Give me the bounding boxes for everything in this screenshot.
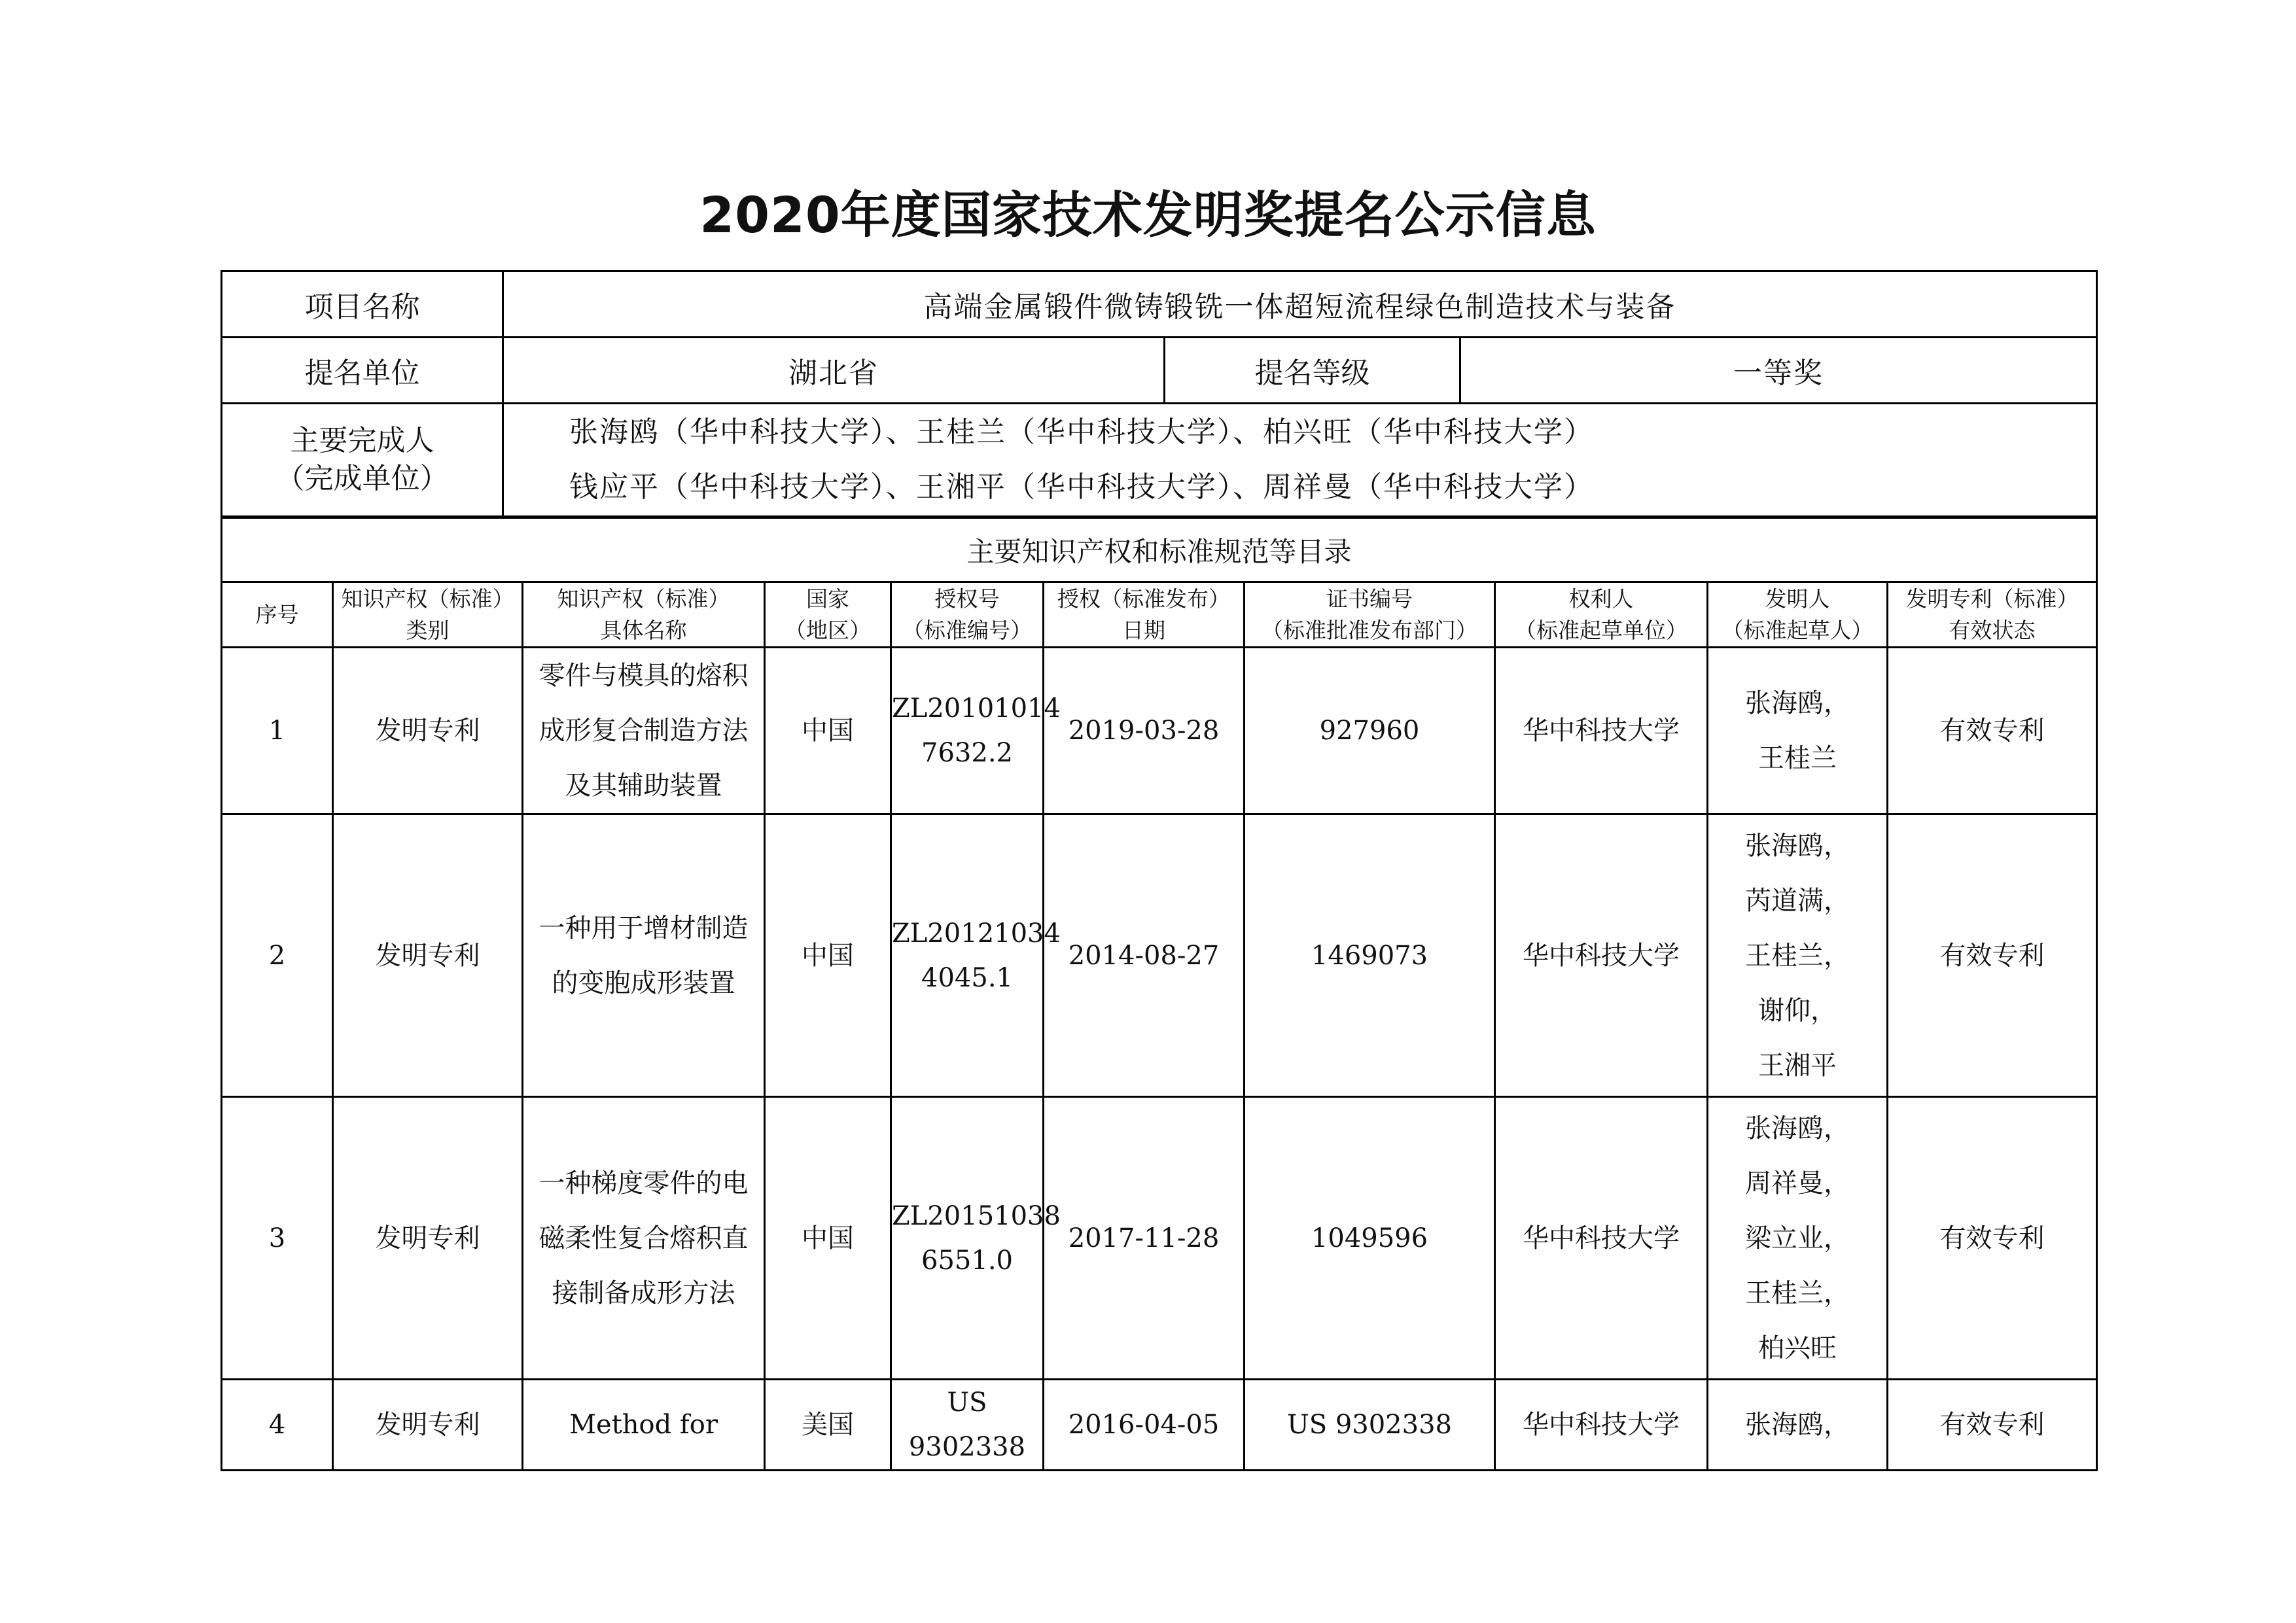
col-header-inventors: 发明人 （标准起草人） <box>1708 582 1888 648</box>
col-header-country: 国家 （地区） <box>765 582 891 648</box>
row-date: 2016-04-05 <box>1044 1380 1245 1471</box>
main-contributors-value <box>503 404 2097 517</box>
row-inventors: 张海鸥， <box>1708 1380 1888 1471</box>
row-owner: 华中科技大学 <box>1495 648 1708 814</box>
nomination-level-label: 提名等级 <box>1165 338 1460 404</box>
col-header-owner: 权利人 （标准起草单位） <box>1495 582 1708 648</box>
row-no: 1 <box>222 648 333 814</box>
row-owner: 华中科技大学 <box>1495 1380 1708 1471</box>
row-name: Method for <box>523 1380 765 1471</box>
project-name-label: 项目名称 <box>222 271 503 338</box>
row-certificate: 1469073 <box>1245 814 1495 1097</box>
row-country: 美国 <box>765 1380 891 1471</box>
ip-section-title: 主要知识产权和标准规范等目录 <box>222 518 2097 582</box>
col-header-category: 知识产权（标准） 类别 <box>333 582 523 648</box>
row-country: 中国 <box>765 1097 891 1380</box>
table-row <box>222 648 2097 814</box>
row-category: 发明专利 <box>333 1097 523 1380</box>
col-header-number: 授权号 （标准编号） <box>891 582 1044 648</box>
row-inventors: 张海鸥， 周祥曼， 梁立业， 王桂兰， 柏兴旺 <box>1708 1097 1888 1380</box>
table-row <box>222 814 2097 1097</box>
row-country: 中国 <box>765 814 891 1097</box>
row-status: 有效专利 <box>1888 1380 2097 1471</box>
col-header-no: 序号 <box>222 582 333 648</box>
row-date: 2017-11-28 <box>1044 1097 1245 1380</box>
row-inventors: 张海鸥， 王桂兰 <box>1708 648 1888 814</box>
col-header-certificate: 证书编号 （标准批准发布部门） <box>1245 582 1495 648</box>
nominator-label: 提名单位 <box>222 338 503 404</box>
row-owner: 华中科技大学 <box>1495 814 1708 1097</box>
col-header-date: 授权（标准发布） 日期 <box>1044 582 1245 648</box>
col-header-status: 发明专利（标准） 有效状态 <box>1888 582 2097 648</box>
page-title: 2020年度国家技术发明奖提名公示信息 <box>699 186 1597 244</box>
project-info-table <box>221 270 2098 517</box>
row-number: ZL20151038 6551.0 <box>891 1097 1044 1380</box>
table-row <box>222 1380 2097 1471</box>
row-number: ZL20101014 7632.2 <box>891 648 1044 814</box>
row-country: 中国 <box>765 648 891 814</box>
row-name: 一种梯度零件的电 磁柔性复合熔积直 接制备成形方法 <box>523 1097 765 1380</box>
row-no: 2 <box>222 814 333 1097</box>
row-category: 发明专利 <box>333 1380 523 1471</box>
row-no: 3 <box>222 1097 333 1380</box>
row-name: 一种用于增材制造 的变胞成形装置 <box>523 814 765 1097</box>
nomination-level-value: 一等奖 <box>1460 338 2097 404</box>
contributors-line2: 钱应平（华中科技大学）、王湘平（华中科技大学）、周祥曼（华中科技大学） <box>569 470 1594 504</box>
col-header-name: 知识产权（标准） 具体名称 <box>523 582 765 648</box>
main-contributors-label <box>222 404 503 517</box>
row-name: 零件与模具的熔积 成形复合制造方法 及其辅助装置 <box>523 648 765 814</box>
row-number: US 9302338 <box>891 1380 1044 1471</box>
table-row <box>222 1097 2097 1380</box>
main-contributors-label-line2: （完成单位） <box>275 462 449 495</box>
column-header-row <box>222 582 2097 648</box>
row-date: 2019-03-28 <box>1044 648 1245 814</box>
ip-catalog-table <box>221 517 2098 1471</box>
row-status: 有效专利 <box>1888 1097 2097 1380</box>
row-status: 有效专利 <box>1888 814 2097 1097</box>
main-contributors-label-line1: 主要完成人 <box>290 424 434 457</box>
project-name-value: 高端金属锻件微铸锻铣一体超短流程绿色制造技术与装备 <box>503 271 2097 338</box>
row-date: 2014-08-27 <box>1044 814 1245 1097</box>
row-certificate: US 9302338 <box>1245 1380 1495 1471</box>
row-certificate: 1049596 <box>1245 1097 1495 1380</box>
nominator-value: 湖北省 <box>503 338 1165 404</box>
row-status: 有效专利 <box>1888 648 2097 814</box>
row-category: 发明专利 <box>333 814 523 1097</box>
row-owner: 华中科技大学 <box>1495 1097 1708 1380</box>
contributors-line1: 张海鸥（华中科技大学）、王桂兰（华中科技大学）、柏兴旺（华中科技大学） <box>569 415 1594 449</box>
row-no: 4 <box>222 1380 333 1471</box>
row-certificate: 927960 <box>1245 648 1495 814</box>
row-inventors: 张海鸥， 芮道满， 王桂兰， 谢仰， 王湘平 <box>1708 814 1888 1097</box>
row-category: 发明专利 <box>333 648 523 814</box>
row-number: ZL20121034 4045.1 <box>891 814 1044 1097</box>
